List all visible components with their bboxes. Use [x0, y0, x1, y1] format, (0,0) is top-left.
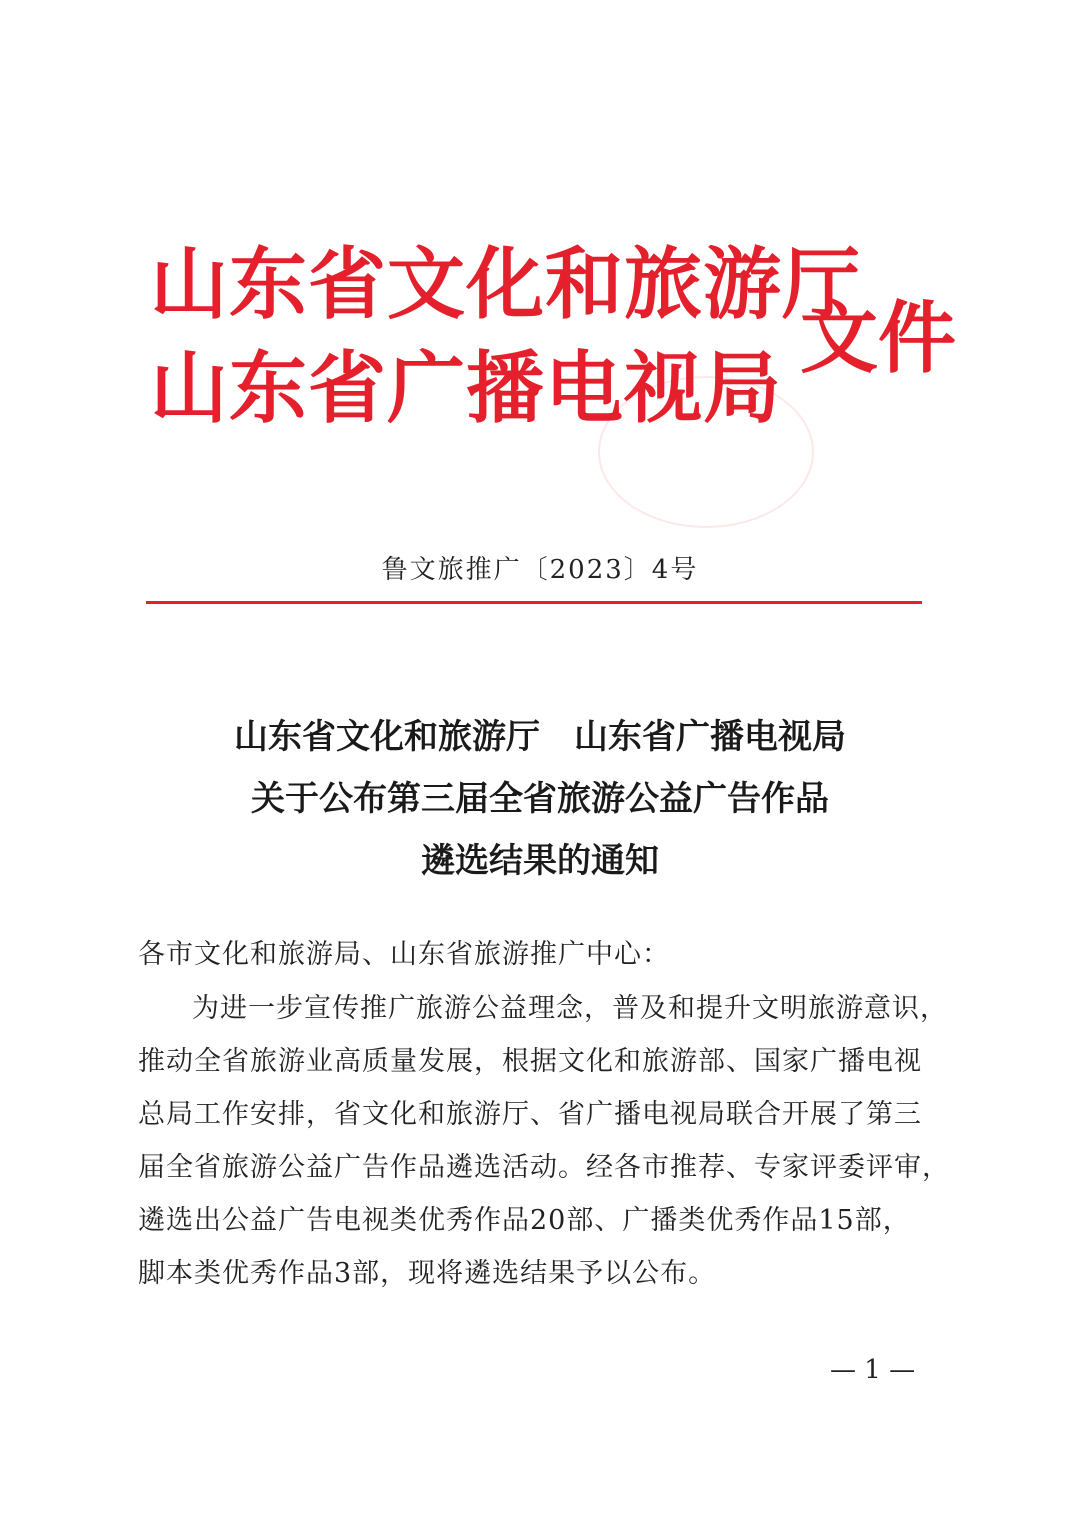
body-text-line: 脚本类优秀作品3部，现将遴选结果予以公布。: [138, 1258, 717, 1289]
body-text-line: 推动全省旅游业高质量发展，根据文化和旅游部、国家广播电视: [138, 1046, 922, 1077]
notice-title-line-1: 山东省文化和旅游厅 山东省广播电视局: [234, 717, 846, 757]
notice-title-line-3: 遴选结果的通知: [421, 841, 659, 881]
body-text-line: 届全省旅游公益广告作品遴选活动。经各市推荐、专家评委评审，: [138, 1152, 950, 1183]
notice-title-line-2: 关于公布第三届全省旅游公益广告作品: [251, 779, 829, 819]
page-number: — 1 —: [830, 1355, 916, 1385]
issuer-suffix-document: 文件: [800, 293, 957, 384]
document-number: 鲁文旅推广〔2023〕4号: [381, 555, 699, 585]
body-text-line: 总局工作安排，省文化和旅游厅、省广播电视局联合开展了第三: [138, 1099, 922, 1130]
faint-seal-mark: [598, 376, 814, 528]
body-text-line: 遴选出公益广告电视类优秀作品20部、广播类优秀作品15部，: [138, 1205, 911, 1236]
issuer-name-radio-tv: 山东省广播电视局: [150, 343, 783, 434]
issuer-name-culture-tourism: 山东省文化和旅游厅: [150, 239, 862, 330]
red-divider-line: [146, 601, 922, 604]
body-text-line: 为进一步宣传推广旅游公益理念，普及和提升文明旅游意识，: [192, 993, 948, 1024]
salutation: 各市文化和旅游局、山东省旅游推广中心：: [138, 939, 670, 970]
issuer-header: [150, 238, 957, 438]
